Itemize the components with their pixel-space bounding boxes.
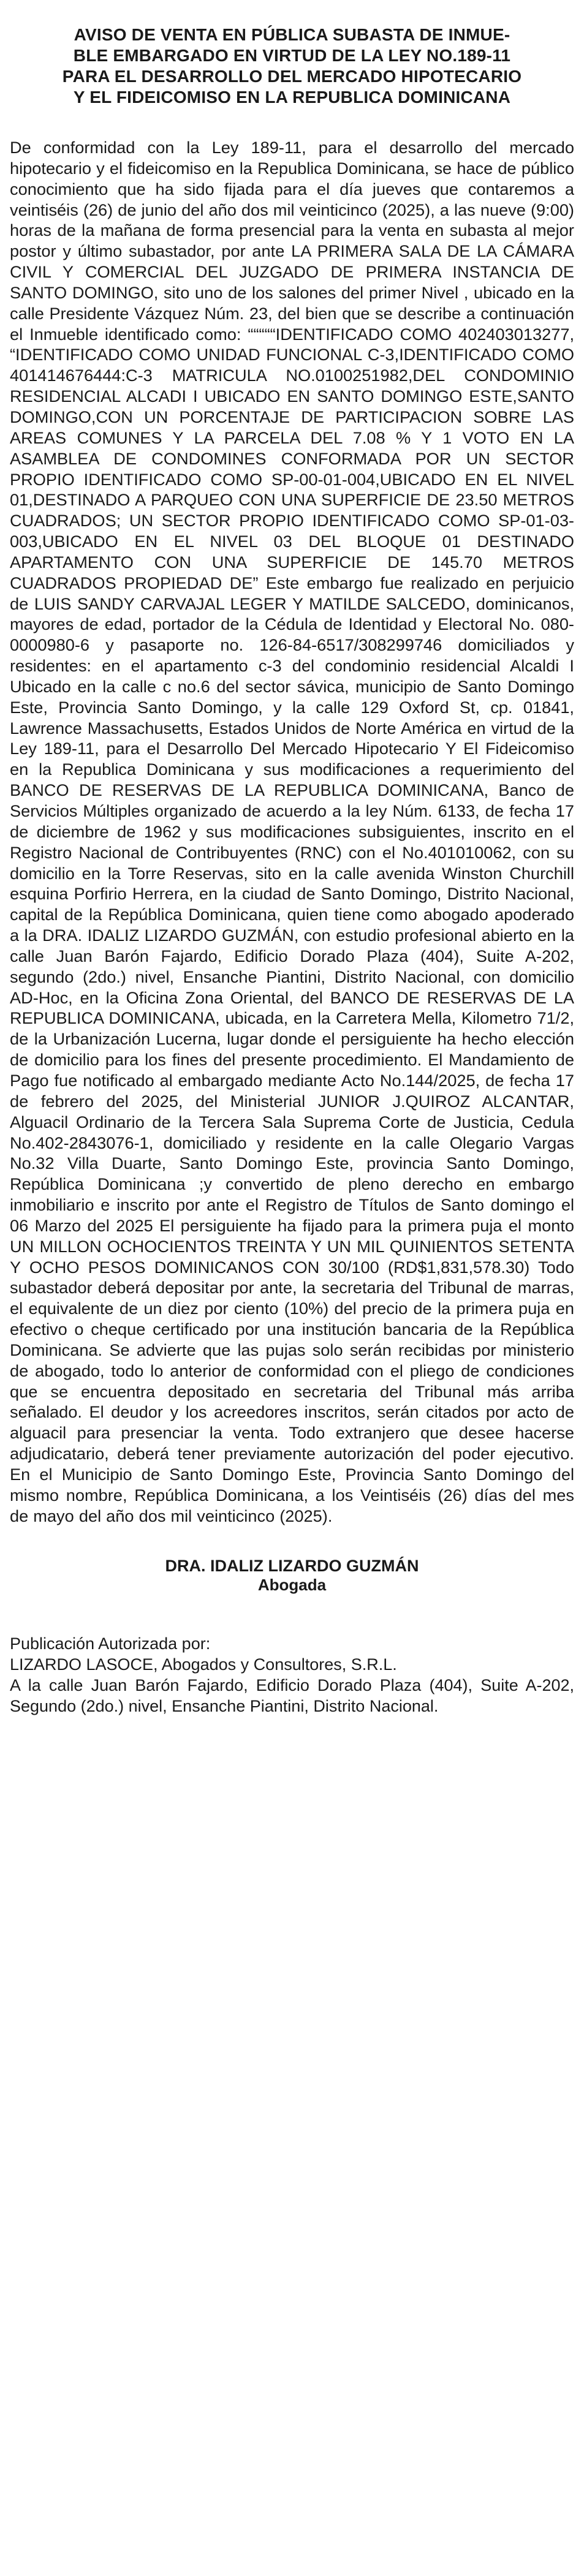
title-line: BLE EMBARGADO EN VIRTUD DE LA LEY NO.189-11 <box>73 46 511 65</box>
notice-body: De conformidad con la Ley 189-11, para el desarrollo del mercado hipotecario y el fideicomiso en la Republica Dominicana, se hace de público conocimiento que ha sido fijada para el día jueves que contaremos a veintiséis (26) de junio del año dos mil veinticinco (2025), a las nueve (9:00) horas de la mañana de forma presencial para la venta en subasta al mejor postor y último subastador, por ante LA PRIMERA SALA DE LA CÁMARA CIVIL Y COMERCIAL DEL JUZGADO DE PRIMERA INSTANCIA DE SANTO DOMINGO, sito uno de los salones del primer Nivel , ubicado en la calle Presidente Vázquez Núm. 23, del bien que se describe a continuación el Inmueble identificado como: “““““IDENTIFICADO COMO 402403013277, “IDENTIFICADO COMO UNIDAD FUNCIONAL C-3,IDENTIFICADO COMO 401414676444:C-3 MATRICULA NO.0100251982,DEL CONDOMINIO RESIDENCIAL ALCADI I UBICADO EN SANTO DOMINGO ESTE,SANTO DOMINGO,CON UN PORCENTAJE DE PARTICIPACION SOBRE LAS AREAS COMUNES Y LA PARCELA DEL 7.08 % Y 1 VOTO EN LA ASAMBLEA DE CONDOMINES CONFORMADA POR UN SECTOR PROPIO IDENTIFICADO COMO SP-00-01-004,UBICADO EN EL NIVEL 01,DESTINADO A PARQUEO CON UNA SUPERFICIE DE 23.50 METROS CUADRADOS; UN SECTOR PROPIO IDENTIFICADO COMO SP-01-03-003,UBICADO EN EL NIVEL 03 DEL BLOQUE 01 DESTINADO APARTAMENTO CON UNA SUPERFICIE DE 145.70 METROS CUADRADOS PROPIEDAD DE” Este embargo fue realizado en perjuicio de LUIS SANDY CARVAJAL LEGER Y MATILDE SALCEDO, dominicanos, mayores de edad, portador de la Cédula de Identidad y Electoral No. 080-0000980-6 y pasaporte no. 126-84-6517/308299746 domiciliados y residentes: en el apartamento c-3 del condominio residencial Alcaldi I Ubicado en la calle c no.6 del sector sávica, municipio de Santo Domingo Este, Provincia Santo Domingo, y la calle 129 Oxford St, cp. 01841, Lawrence Massachusetts, Estados Unidos de Norte América en virtud de la Ley 189-11, para el Desarrollo Del Mercado Hipotecario Y El Fideicomiso en la Republica Dominicana y sus modificaciones a requerimiento del BANCO DE RESERVAS DE LA REPUBLICA DOMINICANA, Banco de Servicios Múltiples organizado de acuerdo a la ley Núm. 6133, de fecha 17 de diciembre de 1962 y sus modificaciones subsiguientes, inscrito en el Registro Nacional de Contribuyentes (RNC) con el No.401010062, con su domicilio en la Torre Reservas, sito en la calle avenida Winston Churchill esquina Porfirio Herrera, en la ciudad de Santo Domingo, Distrito Nacional, capital de la República Dominicana, quien tiene como abogado apoderado a la DRA. IDALIZ LIZARDO GUZMÁN, con estudio profesional abierto en la calle Juan Barón Fajardo, Edificio Dorado Plaza (404), Suite A-202, segundo (2do.) nivel, Ensanche Piantini, Distrito Nacional, con domicilio AD-Hoc, en la Oficina Zona Oriental, del BANCO DE RESERVAS DE LA REPUBLICA DOMINICANA, ubicada, en la Carretera Mella, Kilometro 71/2, de la Urbanización Lucerna, lugar donde el persiguiente ha hecho elección de domicilio para los fines del presente procedimiento. El Mandamiento de Pago fue notificado al embargado mediante Acto No.144/2025, de fecha 17 de febrero del 2025, del Ministerial JUNIOR J.QUIROZ ALCANTAR, Alguacil Ordinario de la Tercera Sala Suprema Corte de Justicia, Cedula No.402-2843076-1, domiciliado y residente en la calle Olegario Vargas No.32 Villa Duarte, Santo Domingo Este, provincia Santo Domingo, República Dominicana ;y convertido de pleno derecho en embargo inmobiliario e inscrito por ante el Registro de Títulos de Santo domingo el 06 Marzo del 2025 El persiguiente ha fijado para la primera puja el monto UN MILLON OCHOCIENTOS TREINTA Y UN MIL QUINIENTOS SETENTA Y OCHO PESOS DOMINICANOS CON 30/100 (RD$1,831,578.30) Todo subastador deberá depositar por ante, la secretaria del Tribunal de marras, el equivalente de un diez por ciento (10%) del precio de la primera puja en efectivo o cheque certificado por una institución bancaria de la República Dominicana. Se advierte que las pujas solo serán recibidas por ministerio de abogado, todo lo anterior de conformidad con el pliego de condiciones que se encuentra depositado en secretaria del Tribunal más arriba señalado. El deudor y los acreedores inscritos, serán citados por acto de alguacil para presenciar la venta. Todo extranjero que desee hacerse adjudicatario, deberá tener previamente autorización del poder ejecutivo. En el Municipio de Santo Domingo Este, Provincia Santo Domingo del mismo nombre, República Dominicana, a los Veintiséis (26) días del mes de mayo del año dos mil veinticinco (2025). <box>10 138 574 1525</box>
title-line: PARA EL DESARROLLO DEL MERCADO HIPOTECARIO <box>62 67 522 86</box>
publication-authorized-label: Publicación Autorizada por: <box>10 1634 211 1653</box>
publisher-name: LIZARDO LASOCE, Abogados y Consultores, S.R.L. <box>10 1655 397 1674</box>
signer-name: DRA. IDALIZ LIZARDO GUZMÁN <box>165 1556 419 1575</box>
notice-title <box>25 25 559 108</box>
signature-block <box>10 1556 574 1594</box>
title-line: Y EL FIDEICOMISO EN LA REPUBLICA DOMINICANA <box>73 88 511 107</box>
publisher-address: A la calle Juan Barón Fajardo, Edificio Dorado Plaza (404), Suite A-202, Segundo (2do.) nivel, Ensanche Piantini, Distrito Nacional. <box>10 1675 574 1715</box>
publication-info <box>10 1633 574 1717</box>
title-line: AVISO DE VENTA EN PÚBLICA SUBASTA DE INMUE- <box>74 25 510 44</box>
signer-role: Abogada <box>257 1575 327 1594</box>
